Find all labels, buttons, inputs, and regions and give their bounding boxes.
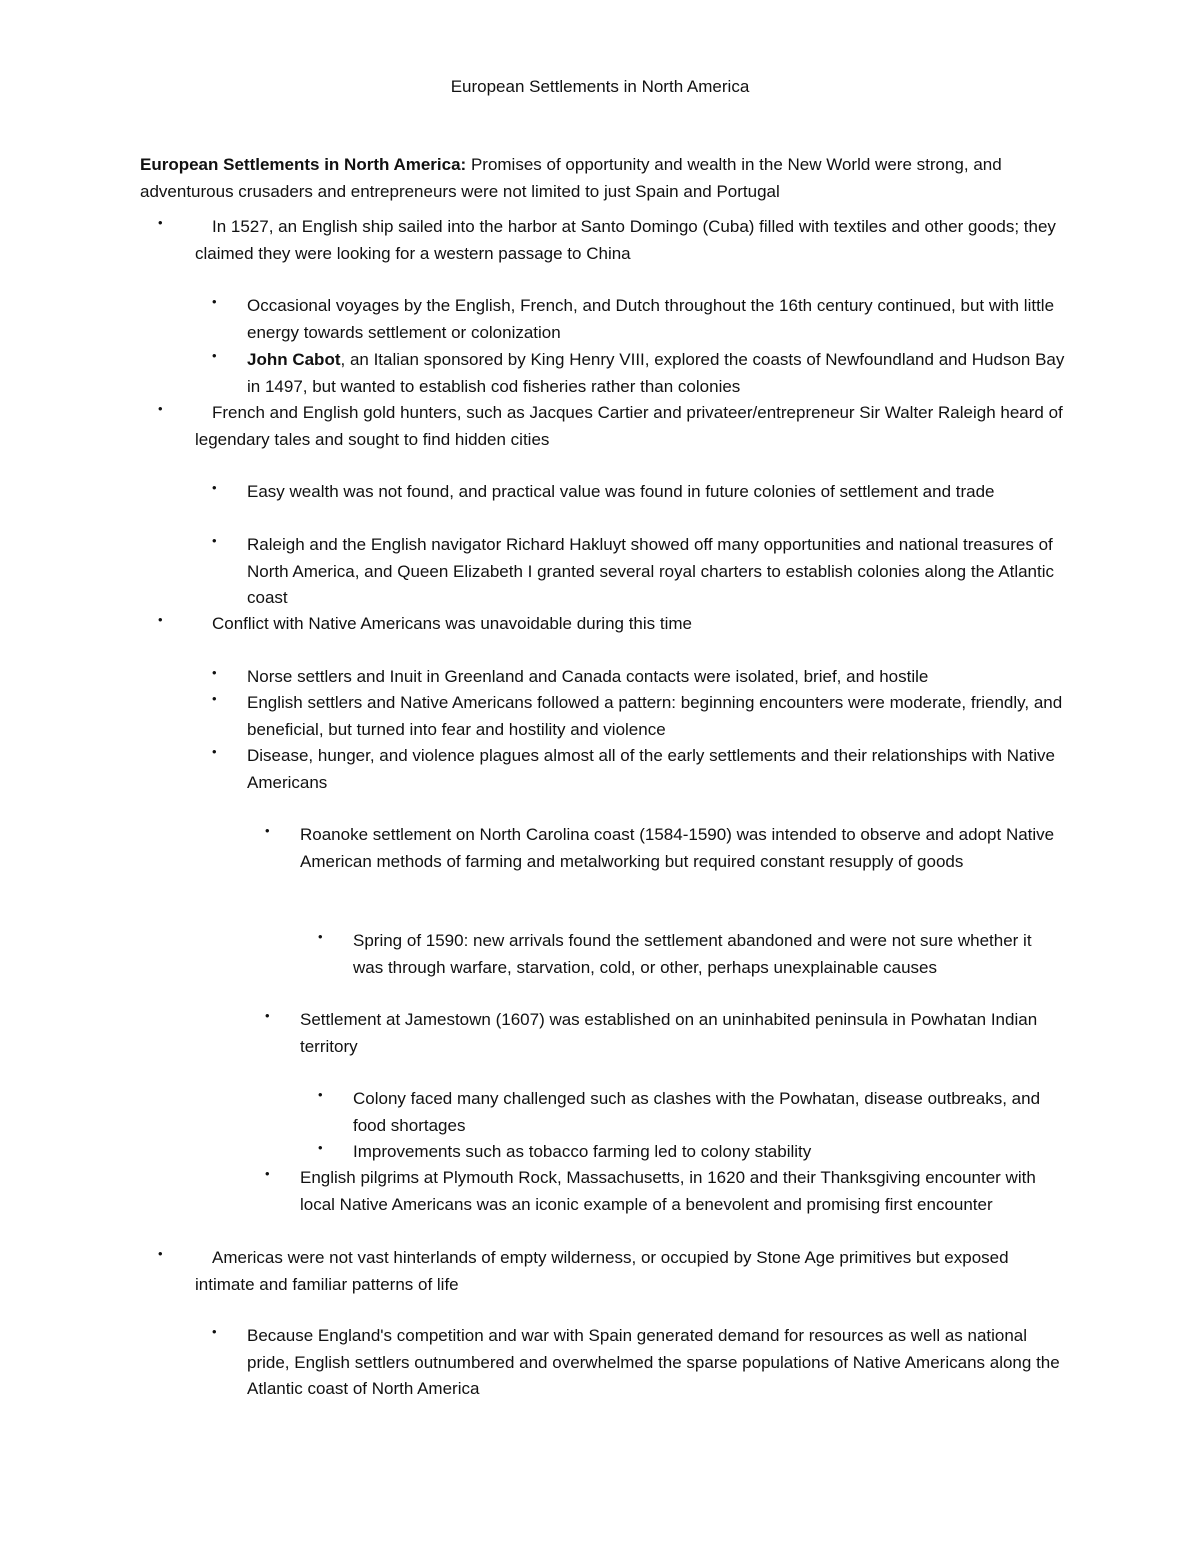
bullet-icon: •: [158, 612, 163, 627]
list-item: [212, 1323, 1067, 1403]
list-item-text: Occasional voyages by the English, French, and Dutch throughout the 16th century continued, but with little energy towards settlement or colonization: [247, 296, 1055, 342]
list-item: [265, 822, 1070, 875]
list-item: [318, 1139, 1063, 1166]
list-item: [212, 664, 1067, 691]
list-item: [212, 347, 1067, 400]
intro-heading: European Settlements in North America:: [140, 155, 467, 174]
list-item-text: Improvements such as tobacco farming led to colony stability: [353, 1142, 812, 1161]
bullet-icon: •: [318, 1140, 323, 1155]
list-item-text: [247, 347, 1067, 400]
bullet-icon: •: [265, 1166, 270, 1181]
list-item-bold: John Cabot: [247, 350, 341, 369]
list-item: [158, 400, 1065, 453]
list-item-text: French and English gold hunters, such as Jacques Cartier and privateer/entrepreneur Sir Walter Raleigh heard of legendary tales and sought to find hidden cities: [195, 403, 1063, 449]
list-item-text: Settlement at Jamestown (1607) was established on an uninhabited peninsula in Powhatan Indian territory: [300, 1010, 1038, 1056]
list-item-text: Norse settlers and Inuit in Greenland and Canada contacts were isolated, brief, and hostile: [247, 667, 929, 686]
bullet-icon: •: [158, 215, 163, 230]
list-item: [158, 1245, 1065, 1298]
bullet-icon: •: [212, 691, 217, 706]
list-item-text: Disease, hunger, and violence plagues almost all of the early settlements and their relationships with Native Americans: [247, 746, 1055, 792]
list-item-text: Spring of 1590: new arrivals found the settlement abandoned and were not sure whether it was through warfare, starvation, cold, or other, perhaps unexplainable causes: [353, 931, 1032, 977]
list-item: [158, 611, 1065, 638]
bullet-icon: •: [265, 823, 270, 838]
list-item: [212, 293, 1067, 346]
list-item-text: English settlers and Native Americans followed a pattern: beginning encounters were moderate, friendly, and beneficial, but turned into fear and hostility and violence: [247, 693, 1063, 739]
list-item: [158, 214, 1065, 267]
list-item: [318, 1086, 1063, 1139]
bullet-icon: •: [318, 1087, 323, 1102]
bullet-icon: •: [212, 348, 217, 363]
list-item-text: Raleigh and the English navigator Richard Hakluyt showed off many opportunities and national treasures of North America, and Queen Elizabeth I granted several royal charters to establish colonies along the Atlantic coast: [247, 535, 1055, 607]
list-item-text: Because England's competition and war with Spain generated demand for resources as well as national pride, English settlers outnumbered and overwhelmed the sparse populations of Native Americans along the Atlantic coast of North America: [247, 1326, 1060, 1398]
list-item-text: Roanoke settlement on North Carolina coast (1584-1590) was intended to observe and adopt Native American methods of farming and metalworking but required constant resupply of goods: [300, 825, 1055, 871]
bullet-icon: •: [212, 533, 217, 548]
bullet-icon: •: [158, 1246, 163, 1261]
bullet-icon: •: [265, 1008, 270, 1023]
list-item: [318, 928, 1063, 981]
list-item-text: Colony faced many challenged such as clashes with the Powhatan, disease outbreaks, and food shortages: [353, 1089, 1041, 1135]
list-item-text: English pilgrims at Plymouth Rock, Massachusetts, in 1620 and their Thanksgiving encounter with local Native Americans was an iconic example of a benevolent and promising first encounter: [300, 1168, 1036, 1214]
intro-text: Promises of opportunity and wealth in the New World were strong, and adventurous crusaders and entrepreneurs were not limited to just Spain and Portugal: [140, 155, 1002, 201]
list-item-text: Conflict with Native Americans was unavoidable during this time: [212, 614, 693, 633]
list-item: [265, 1165, 1070, 1218]
list-item-text: Americas were not vast hinterlands of empty wilderness, or occupied by Stone Age primitives but exposed intimate and familiar patterns of life: [195, 1248, 1009, 1294]
bullet-icon: •: [212, 1324, 217, 1339]
bullet-icon: •: [212, 294, 217, 309]
list-item: [265, 1007, 1070, 1060]
list-item: [212, 479, 1067, 506]
list-item-rest: , an Italian sponsored by King Henry VIII, explored the coasts of Newfoundland and Hudson Bay in 1497, but wanted to establish cod fisheries rather than colonies: [247, 350, 1065, 396]
list-item: [212, 690, 1067, 743]
intro-paragraph: [140, 152, 1060, 205]
list-item-text: In 1527, an English ship sailed into the harbor at Santo Domingo (Cuba) filled with textiles and other goods; they claimed they were looking for a western passage to China: [195, 217, 1056, 263]
list-item-text: Easy wealth was not found, and practical value was found in future colonies of settlement and trade: [247, 482, 995, 501]
page-title: European Settlements in North America: [450, 77, 750, 96]
bullet-icon: •: [318, 929, 323, 944]
bullet-icon: •: [212, 480, 217, 495]
bullet-icon: •: [158, 401, 163, 416]
list-item: [212, 743, 1067, 796]
list-item: [212, 532, 1067, 612]
bullet-icon: •: [212, 665, 217, 680]
bullet-icon: •: [212, 744, 217, 759]
